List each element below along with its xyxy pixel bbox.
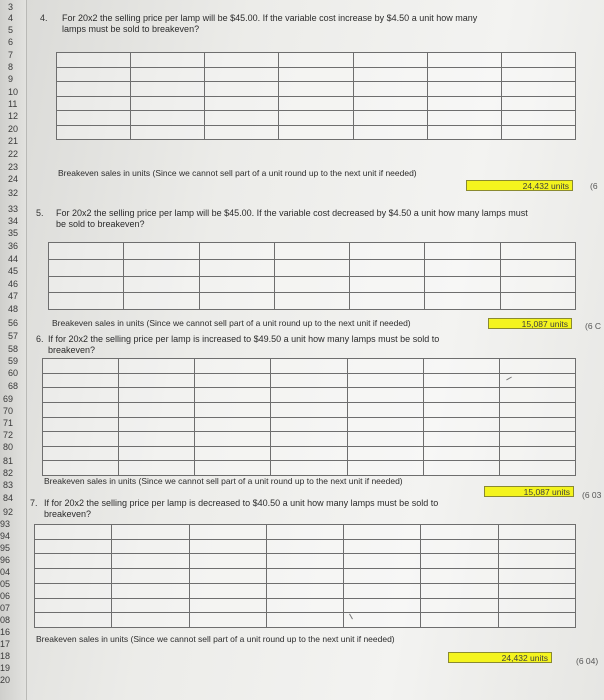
- row-number[interactable]: 68: [8, 381, 19, 391]
- row-number[interactable]: 36: [8, 241, 19, 251]
- breakeven-label: Breakeven sales in units (Since we cannot sell part of a unit round up to the next unit if needed): [36, 634, 395, 644]
- row-number[interactable]: 10: [8, 87, 19, 97]
- row-number[interactable]: 83: [3, 480, 14, 490]
- row-number[interactable]: 8: [8, 62, 14, 72]
- row-number[interactable]: 44: [8, 254, 19, 264]
- row-number[interactable]: 81: [3, 456, 14, 466]
- row-number[interactable]: 19: [0, 663, 11, 673]
- answer-cell[interactable]: [466, 180, 573, 191]
- row-number[interactable]: 80: [3, 442, 14, 452]
- row-number[interactable]: 12: [8, 111, 19, 121]
- row-number[interactable]: 6: [8, 37, 14, 47]
- row-number[interactable]: 47: [8, 291, 19, 301]
- row-number[interactable]: 92: [3, 507, 14, 517]
- row-number[interactable]: 56: [8, 318, 19, 328]
- row-number[interactable]: 05: [0, 579, 11, 589]
- row-number[interactable]: 82: [3, 468, 14, 478]
- row-number[interactable]: 20: [0, 675, 11, 685]
- row-number[interactable]: 7: [8, 50, 14, 60]
- side-note: (6 03: [582, 490, 602, 500]
- answer-cell[interactable]: [448, 652, 552, 663]
- question-text: For 20x2 the selling price per lamp will be $45.00. If the variable cost increase by $4.50 a unit how many lamps must be sold to breakeven?: [62, 13, 478, 34]
- row-number[interactable]: 93: [0, 519, 11, 529]
- row-number[interactable]: 71: [3, 418, 14, 428]
- row-number[interactable]: 70: [3, 406, 14, 416]
- row-number[interactable]: 60: [8, 368, 19, 378]
- row-number[interactable]: 08: [0, 615, 11, 625]
- row-number[interactable]: 07: [0, 603, 11, 613]
- row-number[interactable]: 32: [8, 188, 19, 198]
- row-number[interactable]: 72: [3, 430, 14, 440]
- row-number[interactable]: 33: [8, 204, 19, 214]
- row-number[interactable]: 48: [8, 304, 19, 314]
- breakeven-label: Breakeven sales in units (Since we cannot sell part of a unit round up to the next unit if needed): [58, 168, 417, 178]
- row-number[interactable]: 96: [0, 555, 11, 565]
- question-text: If for 20x2 the selling price per lamp is decreased to $40.50 a unit how many lamps must be sold to breakeven?: [44, 498, 439, 519]
- row-number[interactable]: 58: [8, 344, 19, 354]
- row-number[interactable]: 04: [0, 567, 11, 577]
- row-number[interactable]: 34: [8, 216, 19, 226]
- answer-value: 15,087 units: [521, 319, 568, 329]
- worksheet-grid[interactable]: [42, 358, 576, 476]
- worksheet-grid[interactable]: [34, 524, 576, 628]
- answer-value: 24,432 units: [501, 653, 548, 663]
- answer-cell[interactable]: [488, 318, 572, 329]
- row-number[interactable]: 16: [0, 627, 11, 637]
- worksheet-grid[interactable]: [56, 52, 576, 140]
- answer-value: 24,432 units: [522, 181, 569, 191]
- row-number[interactable]: 9: [8, 74, 14, 84]
- row-number[interactable]: 45: [8, 266, 19, 276]
- row-number[interactable]: 5: [8, 25, 14, 35]
- question-number: 7.: [30, 498, 38, 508]
- answer-value: 15,087 units: [523, 487, 570, 497]
- row-number[interactable]: 23: [8, 162, 19, 172]
- breakeven-label: Breakeven sales in units (Since we cannot sell part of a unit round up to the next unit if needed): [44, 476, 403, 486]
- row-number[interactable]: 95: [0, 543, 11, 553]
- row-number[interactable]: 06: [0, 591, 11, 601]
- row-number[interactable]: 24: [8, 174, 19, 184]
- row-number[interactable]: 59: [8, 356, 19, 366]
- question-text: If for 20x2 the selling price per lamp is increased to $49.50 a unit how many lamps must be sold to breakeven?: [48, 334, 440, 355]
- worksheet-grid[interactable]: [48, 242, 576, 310]
- row-number[interactable]: 35: [8, 228, 19, 238]
- row-number[interactable]: 11: [8, 99, 18, 109]
- row-number[interactable]: 3: [8, 2, 14, 12]
- row-number[interactable]: 17: [0, 639, 11, 649]
- question-number: 4.: [40, 13, 48, 23]
- row-number[interactable]: 69: [3, 394, 14, 404]
- row-number[interactable]: 18: [0, 651, 11, 661]
- question-text: For 20x2 the selling price per lamp will be $45.00. If the variable cost decreased by $4.50 a unit how many lamps must be sold to breakeven?: [56, 208, 528, 229]
- side-note: (6: [590, 181, 598, 191]
- side-note: (6 04): [576, 656, 599, 666]
- row-number[interactable]: 84: [3, 493, 14, 503]
- question-number: 5.: [36, 208, 44, 218]
- row-number[interactable]: 21: [8, 136, 19, 146]
- answer-cell[interactable]: [484, 486, 574, 497]
- breakeven-label: Breakeven sales in units (Since we cannot sell part of a unit round up to the next unit if needed): [52, 318, 411, 328]
- row-number[interactable]: 22: [8, 149, 19, 159]
- row-number[interactable]: 20: [8, 124, 19, 134]
- question-number: 6.: [36, 334, 44, 344]
- row-number[interactable]: 94: [0, 531, 11, 541]
- row-number[interactable]: 4: [8, 13, 14, 23]
- row-number[interactable]: 57: [8, 331, 19, 341]
- row-number[interactable]: 46: [8, 279, 19, 289]
- side-note: (6 C: [585, 321, 602, 331]
